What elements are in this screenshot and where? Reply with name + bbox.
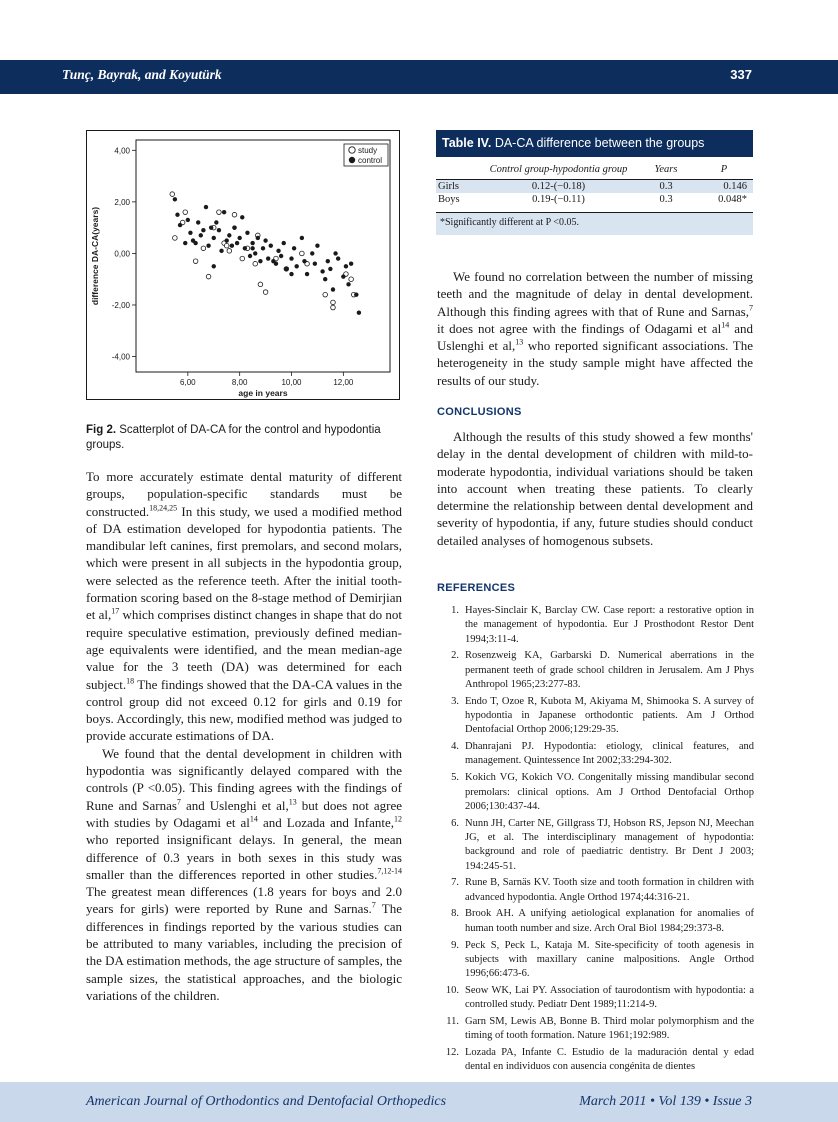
study-point xyxy=(173,236,178,241)
reference-item xyxy=(437,1046,754,1075)
reference-number: 5. xyxy=(451,772,459,784)
control-point xyxy=(331,287,335,291)
study-point xyxy=(331,300,336,305)
journal-issue: March 2011 • Vol 139 • Issue 3 xyxy=(579,1094,752,1109)
control-point xyxy=(302,259,306,263)
control-point xyxy=(269,243,273,247)
reference-text: Lozada PA, Infante C. Estudio de la maduración dental y edad dental en individuos con ausencia congénita de dientes xyxy=(465,1047,754,1073)
col-header-years: Years xyxy=(637,157,695,180)
control-point xyxy=(183,241,187,245)
reference-item xyxy=(437,695,754,738)
control-point xyxy=(219,249,223,253)
legend-study-marker xyxy=(349,147,355,153)
reference-number: 11. xyxy=(446,1016,459,1028)
study-point xyxy=(224,243,229,248)
control-point xyxy=(320,269,324,273)
reference-text: Endo T, Ozoe R, Kubota M, Akiyama M, Shimooka S. A survey of hypodontia in Japanese orthodontic patients. Am J Orthod Dentofacial Orthop 2006;129:29-35. xyxy=(465,695,754,736)
reference-number: 10. xyxy=(445,984,459,996)
reference-item xyxy=(437,907,754,936)
running-header xyxy=(0,60,838,94)
chart-legend xyxy=(344,144,388,166)
table-footnote: *Significantly different at P <0.05. xyxy=(436,212,753,235)
reference-item xyxy=(437,740,754,769)
control-point xyxy=(222,210,226,214)
legend-study-label: study xyxy=(358,146,378,155)
reference-text: Dhanrajani PJ. Hypodontia: etiology, clinical features, and management. Quintessence Int 2002;33:294-302. xyxy=(465,741,754,767)
control-point xyxy=(196,220,200,224)
control-point xyxy=(230,243,234,247)
reference-item xyxy=(437,771,754,814)
control-point xyxy=(344,264,348,268)
reference-number: 7. xyxy=(451,877,459,889)
study-point xyxy=(217,210,222,215)
control-point xyxy=(175,213,179,217)
study-point xyxy=(323,292,328,297)
paragraph-no-correlation: We found no correlation between the number of missing teeth and the magnitude of delay in dental development. Although this finding agrees with that of Rune and Sarnas,$^7$ it does not agree with the findings of Odagami et $al^{14}$ and Uslenghi et al,$^{13}$ who reported significant associations. The heterogeneity in the study sample might have affected the results of our study. xyxy=(437,269,753,388)
page-number: 337 xyxy=(730,67,752,82)
control-point xyxy=(326,259,330,263)
conclusions-heading: CONCLUSIONS xyxy=(437,406,522,418)
y-tick-label: -4,00 xyxy=(111,352,130,362)
control-point xyxy=(214,220,218,224)
control-point xyxy=(235,241,239,245)
study-point xyxy=(300,251,305,256)
control-point xyxy=(209,225,213,229)
reference-number: 12. xyxy=(445,1047,459,1059)
reference-item xyxy=(437,984,754,1013)
control-point xyxy=(328,267,332,271)
control-point xyxy=(258,259,262,263)
study-point xyxy=(183,210,188,215)
study-point xyxy=(193,259,198,264)
control-point xyxy=(237,236,241,240)
reference-text: Hayes-Sinclair K, Barclay CW. Case report: a restorative option in the management of hypodontia. Eur J Prosthodont Restor Dent 1994;3:11-4. xyxy=(465,605,754,645)
reference-text: Garn SM, Lewis AB, Bonne B. Third molar polymorphism and the timing of tooth formation. Nature 1961;192:989. xyxy=(465,1016,754,1042)
reference-item xyxy=(437,1015,754,1044)
control-point xyxy=(248,254,252,258)
control-point xyxy=(178,223,182,227)
control-point xyxy=(240,215,244,219)
table-row-boys: Boys 0.19-(−0.11) 0.3 0.048* xyxy=(438,194,747,205)
control-point xyxy=(341,274,345,278)
control-point xyxy=(300,236,304,240)
control-point xyxy=(336,256,340,260)
study-point xyxy=(227,249,232,254)
paragraph-findings-delay: We found that the dental development in children with hypodontia was significantly delayed compared with the controls (P <0.05). This finding agrees with the findings of Rune and Sarnas$^7$ and Uslenghi et al,$^{13}$ but does not agree with studies by Odagami et $al^{14}$ and Lozada and Infante,$^{12}$ who reported insignificant delays. In general, the mean difference of 0.3 years in both sexes in this study was smaller than the differences reported in other studies.$^{7,12-14}$ The greatest mean differences (1.8 years for boys and 2.0 years for girls) were reported by Rune and Sarnas.$^7$ The differences in findings reported by the various studies can be attributed to many variables, including the precision of the DA estimation methods, the age structure of samples, the sample sizes, the statistical approaches, and the biologic variations of the children. xyxy=(86,745,403,1003)
control-point xyxy=(266,256,270,260)
control-point xyxy=(349,262,353,266)
figure-caption xyxy=(86,423,404,453)
paragraph-dental-maturity: To more accurately estimate dental maturity of different groups, population-specific standards must be constructed.$^{18,24,25}$ In this study, we used a modified method of DA estimation developed for hypodontia patients. The mandibular left canines, first premolars, and second molars, which were present in all subjects in the hypodontia group, were selected as the reference teeth. After the initial tooth-formation scoring based on the 8-stage method of Demirjian et al,$^{17}$ which comprises distinct changes in shape that do not require speculative estimation, previously defined median-age equivalents were identified, and the mean median-age value for the 3 teeth (DA) was determined for each subject.$^{18}$ The findings showed that the DA-CA values in the control group did not exceed 0.12 for girls and 0.19 for boys. Accordingly, this new, modified method was judged to provide accurate estimations of DA. xyxy=(86,469,403,744)
control-point xyxy=(294,264,298,268)
reference-item xyxy=(437,876,754,905)
scatterplot-figure xyxy=(86,130,400,400)
table-row-girls: Girls 0.12-(−0.18) 0.3 0.146 xyxy=(436,180,753,194)
figure-caption-text: Scatterplot of DA-CA for the control and hypodontia groups. xyxy=(86,424,381,451)
reference-text: Brook AH. A unifying aetiological explanation for anomalies of human tooth number and size. Arch Oral Biol 1984;29:373-8. xyxy=(465,908,754,934)
paragraph-conclusions: Although the results of this study showed a few months' delay in the dental development of children with mild-to-moderate hypodontia, individual variations should be taken into account when treating these patients. To clearly determine the relationship between dental development and severity of hypodontia, if any, future studies should conduct detailed analyses of homogenous subsets. xyxy=(437,429,753,548)
study-point xyxy=(201,246,206,251)
col-header-p: P xyxy=(695,157,753,180)
control-point xyxy=(263,238,267,242)
control-point xyxy=(346,282,350,286)
references-heading: REFERENCES xyxy=(437,582,516,594)
reference-number: 6. xyxy=(451,817,459,829)
control-point xyxy=(310,251,314,255)
y-tick-label: 2,00 xyxy=(114,197,130,207)
reference-text: Nunn JH, Carter NE, Gillgrass TJ, Hobson RS, Jepson NJ, Meechan JG, et al. The interdisciplinary management of hypodontia: background and role of paediatric dentistry. Br Dent J 2003; 194:245-51. xyxy=(465,817,754,872)
study-point xyxy=(258,282,263,287)
control-point xyxy=(212,236,216,240)
table-header-row xyxy=(436,157,753,180)
reference-number: 2. xyxy=(451,650,459,662)
journal-name: American Journal of Orthodontics and Dentofacial Orthopedics xyxy=(86,1094,447,1109)
x-tick-label: 10,00 xyxy=(281,378,302,387)
study-point xyxy=(263,290,268,295)
reference-number: 4. xyxy=(451,741,459,753)
control-point xyxy=(256,236,260,240)
y-tick-label: 4,00 xyxy=(114,146,130,156)
x-axis-label: age in years xyxy=(238,388,288,398)
x-tick-label: 6,00 xyxy=(180,378,196,387)
control-point xyxy=(245,231,249,235)
control-point xyxy=(232,225,236,229)
control-point xyxy=(261,246,265,250)
running-header-authors: Tunç, Bayrak, and Koyutürk xyxy=(62,67,222,82)
y-tick-label: -2,00 xyxy=(111,300,130,310)
left-column-text xyxy=(86,468,402,1004)
control-point xyxy=(243,246,247,250)
y-axis-label: difference DA-CA(years) xyxy=(90,206,100,306)
table-iv xyxy=(436,130,753,235)
study-point xyxy=(253,261,258,266)
x-tick-label: 12,00 xyxy=(333,378,354,387)
reference-number: 9. xyxy=(451,939,459,951)
table-iv-grid xyxy=(436,157,753,206)
control-point xyxy=(323,277,327,281)
reference-number: 1. xyxy=(451,605,459,616)
col-header-difference: Control group-hypodontia group xyxy=(480,157,637,180)
legend-control-marker xyxy=(349,157,355,163)
control-point xyxy=(173,197,177,201)
conclusions-text xyxy=(437,428,753,549)
control-point xyxy=(289,256,293,260)
control-point xyxy=(201,228,205,232)
reference-number: 8. xyxy=(451,908,459,920)
reference-text: Kokich VG, Kokich VO. Congenitally missing mandibular second premolars: clinical options. Am J Orthod Dentofacial Orthop 2006;130:437-44. xyxy=(465,772,754,812)
control-point xyxy=(227,233,231,237)
control-point xyxy=(354,292,358,296)
control-point xyxy=(206,243,210,247)
control-point xyxy=(289,272,293,276)
control-point xyxy=(250,246,254,250)
control-point xyxy=(199,233,203,237)
reference-item xyxy=(437,649,754,692)
control-point xyxy=(225,238,229,242)
references-list xyxy=(437,604,754,1077)
study-point xyxy=(206,274,211,279)
control-point xyxy=(250,241,254,245)
reference-text: Peck S, Peck L, Kataja M. Site-specificity of tooth agenesis in subjects with maxillary canine malpositions. Angle Orthod 1996;66:473-6. xyxy=(465,939,754,980)
control-point xyxy=(253,251,257,255)
reference-text: Rune B, Sarnäs KV. Tooth size and tooth formation in children with advanced hypodontia. Angle Orthod 1974;44:316-21. xyxy=(465,877,754,903)
reference-item xyxy=(437,939,754,982)
control-point xyxy=(217,228,221,232)
table-title: Table IV. DA-CA difference between the groups xyxy=(436,130,753,157)
right-column-text xyxy=(437,268,753,389)
control-point xyxy=(313,262,317,266)
study-point xyxy=(170,192,175,197)
legend-control-label: control xyxy=(358,156,383,165)
control-point xyxy=(193,241,197,245)
study-point xyxy=(349,277,354,282)
control-point xyxy=(333,251,337,255)
plot-area xyxy=(136,140,390,372)
control-point xyxy=(292,246,296,250)
reference-item xyxy=(437,817,754,874)
control-point xyxy=(284,267,288,271)
control-point xyxy=(186,218,190,222)
study-point xyxy=(232,212,237,217)
control-point xyxy=(204,205,208,209)
study-point xyxy=(240,256,245,261)
control-point xyxy=(282,241,286,245)
control-point xyxy=(357,311,361,315)
reference-item xyxy=(437,604,754,647)
control-point xyxy=(315,243,319,247)
running-footer xyxy=(0,1082,838,1122)
scatterplot-chart xyxy=(86,130,400,400)
figure-caption-label: Fig 2. xyxy=(86,424,117,436)
control-point xyxy=(279,254,283,258)
reference-text: Seow WK, Lai PY. Association of taurodontism with hypodontia: a controlled study. Pediatr Dent 1989;11:214-9. xyxy=(465,984,754,1011)
y-tick-label: 0,00 xyxy=(114,249,130,259)
control-point xyxy=(212,264,216,268)
x-tick-label: 8,00 xyxy=(231,378,248,387)
reference-text: Rosenzweig KA, Garbarski D. Numerical aberrations in the permanent teeth of grade school children in Jerusalem. Am J Phys Anthropol 1965;23:277-83. xyxy=(465,650,754,690)
reference-number: 3. xyxy=(451,695,459,707)
control-point xyxy=(276,249,280,253)
control-point xyxy=(305,272,309,276)
control-point xyxy=(188,231,192,235)
control-point xyxy=(271,259,275,263)
study-point xyxy=(331,305,336,310)
